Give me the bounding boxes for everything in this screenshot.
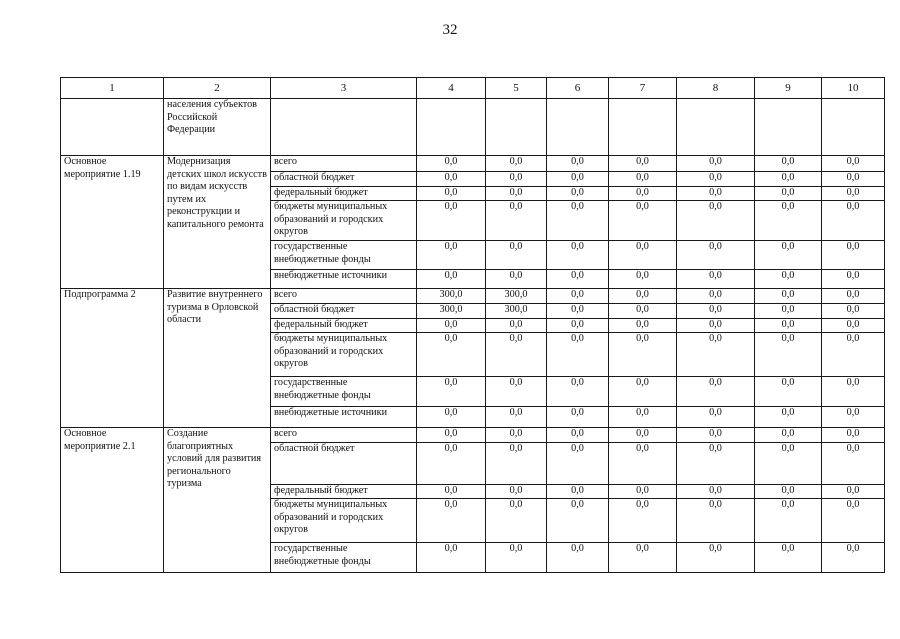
header-col-5: 5 — [486, 78, 547, 99]
funding-source-cell: областной бюджет — [271, 172, 417, 187]
value-cell-col-9: 0,0 — [755, 304, 822, 319]
value-cell-col-8: 0,0 — [677, 443, 755, 485]
value-cell-col-4 — [417, 99, 486, 156]
value-cell-col-9: 0,0 — [755, 289, 822, 304]
value-cell-col-10: 0,0 — [822, 289, 885, 304]
value-cell-col-10: 0,0 — [822, 201, 885, 241]
value-cell-col-9: 0,0 — [755, 333, 822, 377]
value-cell-col-7: 0,0 — [609, 289, 677, 304]
value-cell-col-4: 0,0 — [417, 156, 486, 172]
value-cell-col-6: 0,0 — [547, 543, 609, 573]
header-col-1: 1 — [61, 78, 164, 99]
header-col-6: 6 — [547, 78, 609, 99]
value-cell-col-7: 0,0 — [609, 485, 677, 499]
funding-source-cell: областной бюджет — [271, 304, 417, 319]
program-code-cell: Основное мероприятие 2.1 — [61, 428, 164, 573]
value-cell-col-5: 0,0 — [486, 485, 547, 499]
value-cell-col-7: 0,0 — [609, 443, 677, 485]
value-cell-col-9: 0,0 — [755, 485, 822, 499]
header-row — [61, 78, 885, 99]
value-cell-col-7: 0,0 — [609, 407, 677, 428]
value-cell-col-6: 0,0 — [547, 407, 609, 428]
value-cell-col-5: 0,0 — [486, 270, 547, 289]
value-cell-col-8: 0,0 — [677, 377, 755, 407]
funding-source-cell: всего — [271, 156, 417, 172]
value-cell-col-5: 0,0 — [486, 333, 547, 377]
value-cell-col-7: 0,0 — [609, 270, 677, 289]
value-cell-col-8: 0,0 — [677, 304, 755, 319]
program-title-cell: Модернизация детских школ искусств по видам искусств путем их реконструкции и капитального ремонта — [164, 156, 271, 289]
value-cell-col-5: 0,0 — [486, 377, 547, 407]
funding-source-cell: всего — [271, 428, 417, 443]
value-cell-col-6: 0,0 — [547, 172, 609, 187]
value-cell-col-7: 0,0 — [609, 319, 677, 333]
funding-source-cell: внебюджетные источники — [271, 407, 417, 428]
value-cell-col-6: 0,0 — [547, 377, 609, 407]
value-cell-col-7: 0,0 — [609, 428, 677, 443]
table-row — [61, 156, 885, 172]
value-cell-col-4: 0,0 — [417, 241, 486, 270]
value-cell-col-7 — [609, 99, 677, 156]
program-code-cell — [61, 99, 164, 156]
value-cell-col-4: 0,0 — [417, 428, 486, 443]
value-cell-col-9: 0,0 — [755, 172, 822, 187]
funding-source-cell: бюджеты муниципальных образований и городских округов — [271, 333, 417, 377]
value-cell-col-10: 0,0 — [822, 241, 885, 270]
value-cell-col-9: 0,0 — [755, 319, 822, 333]
budget-table — [60, 77, 885, 573]
value-cell-col-5: 0,0 — [486, 201, 547, 241]
value-cell-col-8: 0,0 — [677, 289, 755, 304]
value-cell-col-5: 300,0 — [486, 289, 547, 304]
value-cell-col-6: 0,0 — [547, 499, 609, 543]
value-cell-col-5: 0,0 — [486, 241, 547, 270]
value-cell-col-4: 300,0 — [417, 289, 486, 304]
value-cell-col-4: 0,0 — [417, 201, 486, 241]
value-cell-col-6: 0,0 — [547, 270, 609, 289]
value-cell-col-5: 0,0 — [486, 156, 547, 172]
value-cell-col-8: 0,0 — [677, 499, 755, 543]
value-cell-col-10: 0,0 — [822, 187, 885, 201]
value-cell-col-6: 0,0 — [547, 333, 609, 377]
value-cell-col-6 — [547, 99, 609, 156]
value-cell-col-10 — [822, 99, 885, 156]
program-code-cell: Подпрограмма 2 — [61, 289, 164, 428]
page-number: 32 — [442, 22, 458, 38]
value-cell-col-9: 0,0 — [755, 407, 822, 428]
value-cell-col-7: 0,0 — [609, 172, 677, 187]
value-cell-col-7: 0,0 — [609, 499, 677, 543]
value-cell-col-10: 0,0 — [822, 428, 885, 443]
funding-source-cell: федеральный бюджет — [271, 187, 417, 201]
table-row — [61, 99, 885, 156]
header-col-8: 8 — [677, 78, 755, 99]
header-col-3: 3 — [271, 78, 417, 99]
value-cell-col-8: 0,0 — [677, 187, 755, 201]
value-cell-col-7: 0,0 — [609, 304, 677, 319]
program-code-cell: Основное мероприятие 1.19 — [61, 156, 164, 289]
value-cell-col-10: 0,0 — [822, 543, 885, 573]
funding-source-cell: бюджеты муниципальных образований и городских округов — [271, 499, 417, 543]
value-cell-col-8: 0,0 — [677, 241, 755, 270]
value-cell-col-5: 0,0 — [486, 319, 547, 333]
funding-source-cell: государственные внебюджетные фонды — [271, 543, 417, 573]
value-cell-col-5: 300,0 — [486, 304, 547, 319]
value-cell-col-8: 0,0 — [677, 270, 755, 289]
funding-source-cell: государственные внебюджетные фонды — [271, 241, 417, 270]
value-cell-col-10: 0,0 — [822, 319, 885, 333]
value-cell-col-10: 0,0 — [822, 443, 885, 485]
value-cell-col-5: 0,0 — [486, 187, 547, 201]
value-cell-col-5: 0,0 — [486, 428, 547, 443]
value-cell-col-8: 0,0 — [677, 201, 755, 241]
value-cell-col-5: 0,0 — [486, 407, 547, 428]
value-cell-col-6: 0,0 — [547, 289, 609, 304]
value-cell-col-6: 0,0 — [547, 319, 609, 333]
table-row — [61, 428, 885, 443]
value-cell-col-4: 0,0 — [417, 172, 486, 187]
value-cell-col-6: 0,0 — [547, 485, 609, 499]
value-cell-col-4: 0,0 — [417, 485, 486, 499]
value-cell-col-9: 0,0 — [755, 543, 822, 573]
value-cell-col-7: 0,0 — [609, 333, 677, 377]
value-cell-col-6: 0,0 — [547, 304, 609, 319]
value-cell-col-7: 0,0 — [609, 543, 677, 573]
value-cell-col-5 — [486, 99, 547, 156]
table-body — [61, 99, 885, 573]
value-cell-col-8: 0,0 — [677, 543, 755, 573]
value-cell-col-7: 0,0 — [609, 201, 677, 241]
value-cell-col-4: 0,0 — [417, 377, 486, 407]
value-cell-col-5: 0,0 — [486, 543, 547, 573]
value-cell-col-6: 0,0 — [547, 156, 609, 172]
value-cell-col-4: 0,0 — [417, 407, 486, 428]
value-cell-col-10: 0,0 — [822, 377, 885, 407]
header-col-9: 9 — [755, 78, 822, 99]
funding-source-cell: государственные внебюджетные фонды — [271, 377, 417, 407]
value-cell-col-10: 0,0 — [822, 156, 885, 172]
value-cell-col-4: 0,0 — [417, 270, 486, 289]
value-cell-col-10: 0,0 — [822, 270, 885, 289]
value-cell-col-7: 0,0 — [609, 156, 677, 172]
value-cell-col-9: 0,0 — [755, 156, 822, 172]
program-title-cell: Развитие внутреннего туризма в Орловской области — [164, 289, 271, 428]
value-cell-col-9 — [755, 99, 822, 156]
value-cell-col-4: 300,0 — [417, 304, 486, 319]
table-row — [61, 289, 885, 304]
funding-source-cell: внебюджетные источники — [271, 270, 417, 289]
value-cell-col-10: 0,0 — [822, 304, 885, 319]
value-cell-col-6: 0,0 — [547, 201, 609, 241]
value-cell-col-9: 0,0 — [755, 443, 822, 485]
program-title-cell: населения субъектов Российской Федерации — [164, 99, 271, 156]
value-cell-col-4: 0,0 — [417, 187, 486, 201]
funding-source-cell: бюджеты муниципальных образований и городских округов — [271, 201, 417, 241]
value-cell-col-10: 0,0 — [822, 172, 885, 187]
value-cell-col-5: 0,0 — [486, 443, 547, 485]
value-cell-col-10: 0,0 — [822, 499, 885, 543]
funding-source-cell — [271, 99, 417, 156]
value-cell-col-9: 0,0 — [755, 499, 822, 543]
value-cell-col-6: 0,0 — [547, 443, 609, 485]
value-cell-col-7: 0,0 — [609, 377, 677, 407]
header-col-2: 2 — [164, 78, 271, 99]
header-col-7: 7 — [609, 78, 677, 99]
value-cell-col-9: 0,0 — [755, 187, 822, 201]
program-title-cell: Создание благоприятных условий для развития регионального туризма — [164, 428, 271, 573]
value-cell-col-7: 0,0 — [609, 241, 677, 270]
value-cell-col-4: 0,0 — [417, 543, 486, 573]
value-cell-col-10: 0,0 — [822, 333, 885, 377]
funding-source-cell: федеральный бюджет — [271, 319, 417, 333]
value-cell-col-8 — [677, 99, 755, 156]
header-col-4: 4 — [417, 78, 486, 99]
value-cell-col-9: 0,0 — [755, 428, 822, 443]
funding-source-cell: всего — [271, 289, 417, 304]
value-cell-col-8: 0,0 — [677, 407, 755, 428]
value-cell-col-4: 0,0 — [417, 319, 486, 333]
value-cell-col-10: 0,0 — [822, 485, 885, 499]
value-cell-col-9: 0,0 — [755, 201, 822, 241]
value-cell-col-8: 0,0 — [677, 172, 755, 187]
value-cell-col-4: 0,0 — [417, 499, 486, 543]
value-cell-col-4: 0,0 — [417, 333, 486, 377]
value-cell-col-5: 0,0 — [486, 172, 547, 187]
value-cell-col-8: 0,0 — [677, 319, 755, 333]
header-col-10: 10 — [822, 78, 885, 99]
funding-source-cell: федеральный бюджет — [271, 485, 417, 499]
value-cell-col-8: 0,0 — [677, 156, 755, 172]
value-cell-col-4: 0,0 — [417, 443, 486, 485]
value-cell-col-6: 0,0 — [547, 241, 609, 270]
value-cell-col-8: 0,0 — [677, 485, 755, 499]
value-cell-col-5: 0,0 — [486, 499, 547, 543]
value-cell-col-8: 0,0 — [677, 428, 755, 443]
value-cell-col-7: 0,0 — [609, 187, 677, 201]
funding-source-cell: областной бюджет — [271, 443, 417, 485]
value-cell-col-6: 0,0 — [547, 428, 609, 443]
value-cell-col-8: 0,0 — [677, 333, 755, 377]
value-cell-col-9: 0,0 — [755, 241, 822, 270]
value-cell-col-10: 0,0 — [822, 407, 885, 428]
value-cell-col-6: 0,0 — [547, 187, 609, 201]
value-cell-col-9: 0,0 — [755, 377, 822, 407]
value-cell-col-9: 0,0 — [755, 270, 822, 289]
